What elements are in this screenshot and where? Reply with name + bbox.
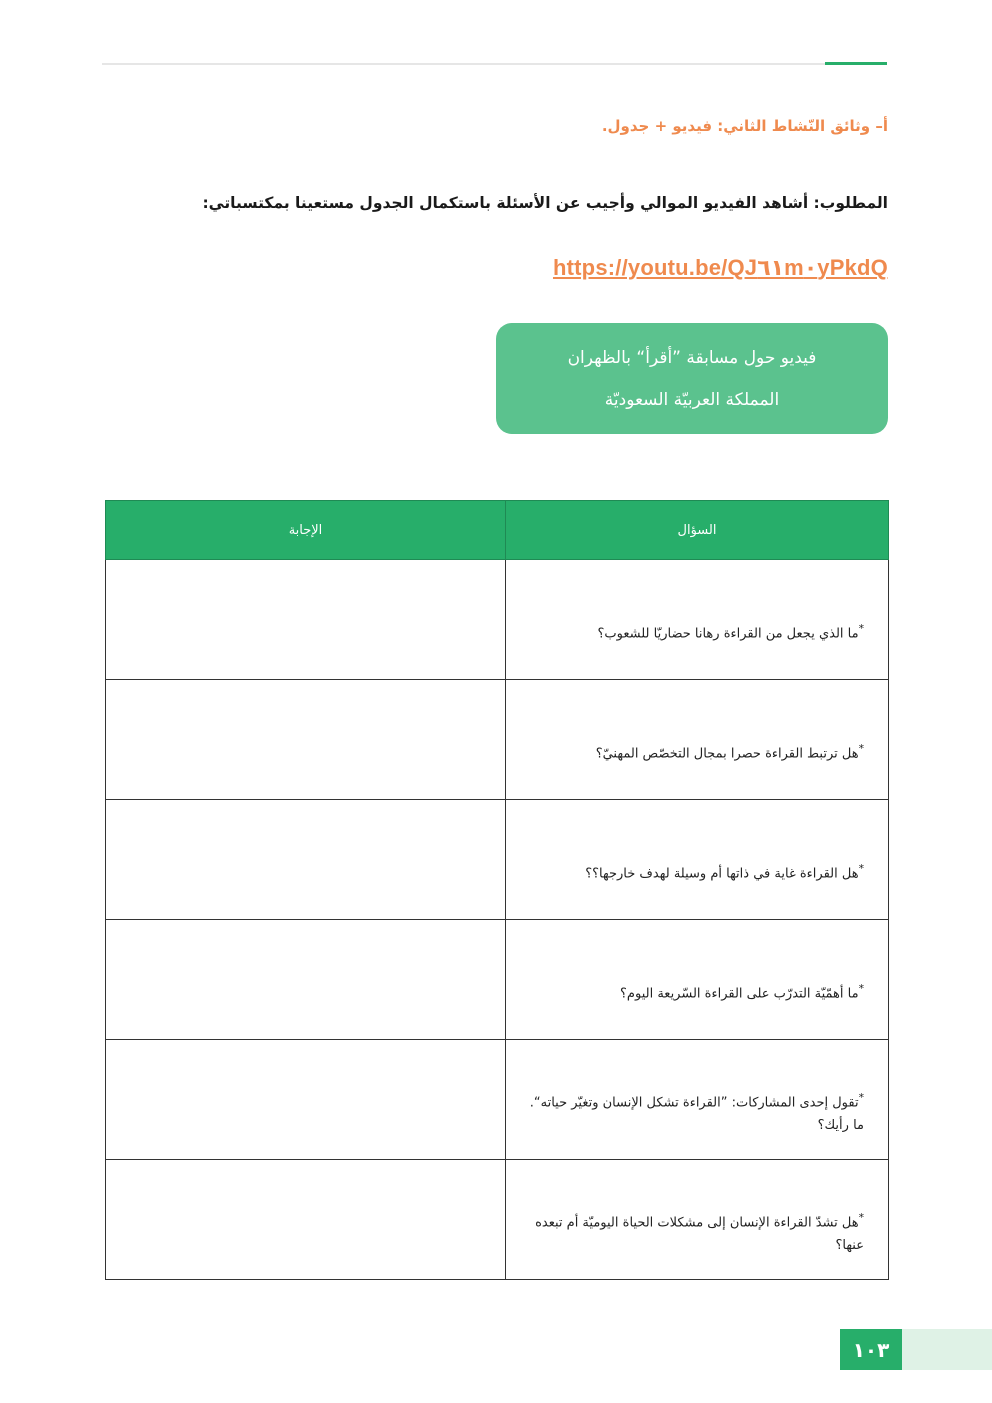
table-header-row <box>106 501 889 560</box>
question-cell: *ما الذي يجعل من القراءة رهانا حضاريّا للشعوب؟ <box>506 560 889 680</box>
question-text: ما الذي يجعل من القراءة رهانا حضاريّا للشعوب؟ <box>597 626 859 642</box>
video-link[interactable]: https://youtu.be/QJ٦١m٠yPkdQ <box>552 255 888 280</box>
table-row <box>106 800 889 920</box>
instruction-text: المطلوب: أشاهد الفيديو الموالي وأجيب عن الأسئلة باستكمال الجدول مستعينا بمكتسباتي: <box>202 194 888 212</box>
answer-cell[interactable] <box>106 1040 506 1160</box>
top-divider-accent <box>825 62 887 65</box>
section-heading: أ– وثائق النّشاط الثاني: فيديو + جدول. <box>601 117 888 135</box>
video-card-line-1: فيديو حول مسابقة ”أقرأ“ بالظهران <box>567 347 817 368</box>
question-text: هل تشدّ القراءة الإنسان إلى مشكلات الحياة اليوميّة أم تبعده عنها؟ <box>535 1215 864 1254</box>
answer-cell[interactable] <box>106 800 506 920</box>
table-row <box>106 1040 889 1160</box>
table-row <box>106 1160 889 1280</box>
question-text: هل ترتبط القراءة حصرا بمجال التخصّص المهنيّ؟ <box>595 746 859 762</box>
top-divider <box>102 63 887 65</box>
question-cell: *هل القراءة غاية في ذاتها أم وسيلة لهدف خارجها؟؟ <box>506 800 889 920</box>
table-row <box>106 680 889 800</box>
page-number: ١٠٣ <box>840 1329 902 1370</box>
table-row <box>106 560 889 680</box>
header-answer: الإجابة <box>106 501 506 560</box>
question-cell: *هل ترتبط القراءة حصرا بمجال التخصّص المهنيّ؟ <box>506 680 889 800</box>
question-text: تقول إحدى المشاركات: ”القراءة تشكل الإنسان وتغيّر حياته“. ما رأيك؟ <box>529 1095 864 1134</box>
question-cell: *تقول إحدى المشاركات: ”القراءة تشكل الإنسان وتغيّر حياته“. ما رأيك؟ <box>506 1040 889 1160</box>
answer-cell[interactable] <box>106 920 506 1040</box>
question-text: هل القراءة غاية في ذاتها أم وسيلة لهدف خارجها؟؟ <box>585 866 859 882</box>
answer-cell[interactable] <box>106 560 506 680</box>
answer-cell[interactable] <box>106 680 506 800</box>
video-description-card <box>496 323 888 434</box>
table-row <box>106 920 889 1040</box>
video-card-line-2: المملكة العربيّة السعوديّة <box>604 389 780 410</box>
question-text: ما أهمّيّة التدرّب على القراءة السّريعة اليوم؟ <box>620 986 859 1002</box>
question-cell: *هل تشدّ القراءة الإنسان إلى مشكلات الحياة اليوميّة أم تبعده عنها؟ <box>506 1160 889 1280</box>
question-cell: *ما أهمّيّة التدرّب على القراءة السّريعة اليوم؟ <box>506 920 889 1040</box>
questions-table <box>105 500 889 1280</box>
header-question: السؤال <box>506 501 889 560</box>
answer-cell[interactable] <box>106 1160 506 1280</box>
